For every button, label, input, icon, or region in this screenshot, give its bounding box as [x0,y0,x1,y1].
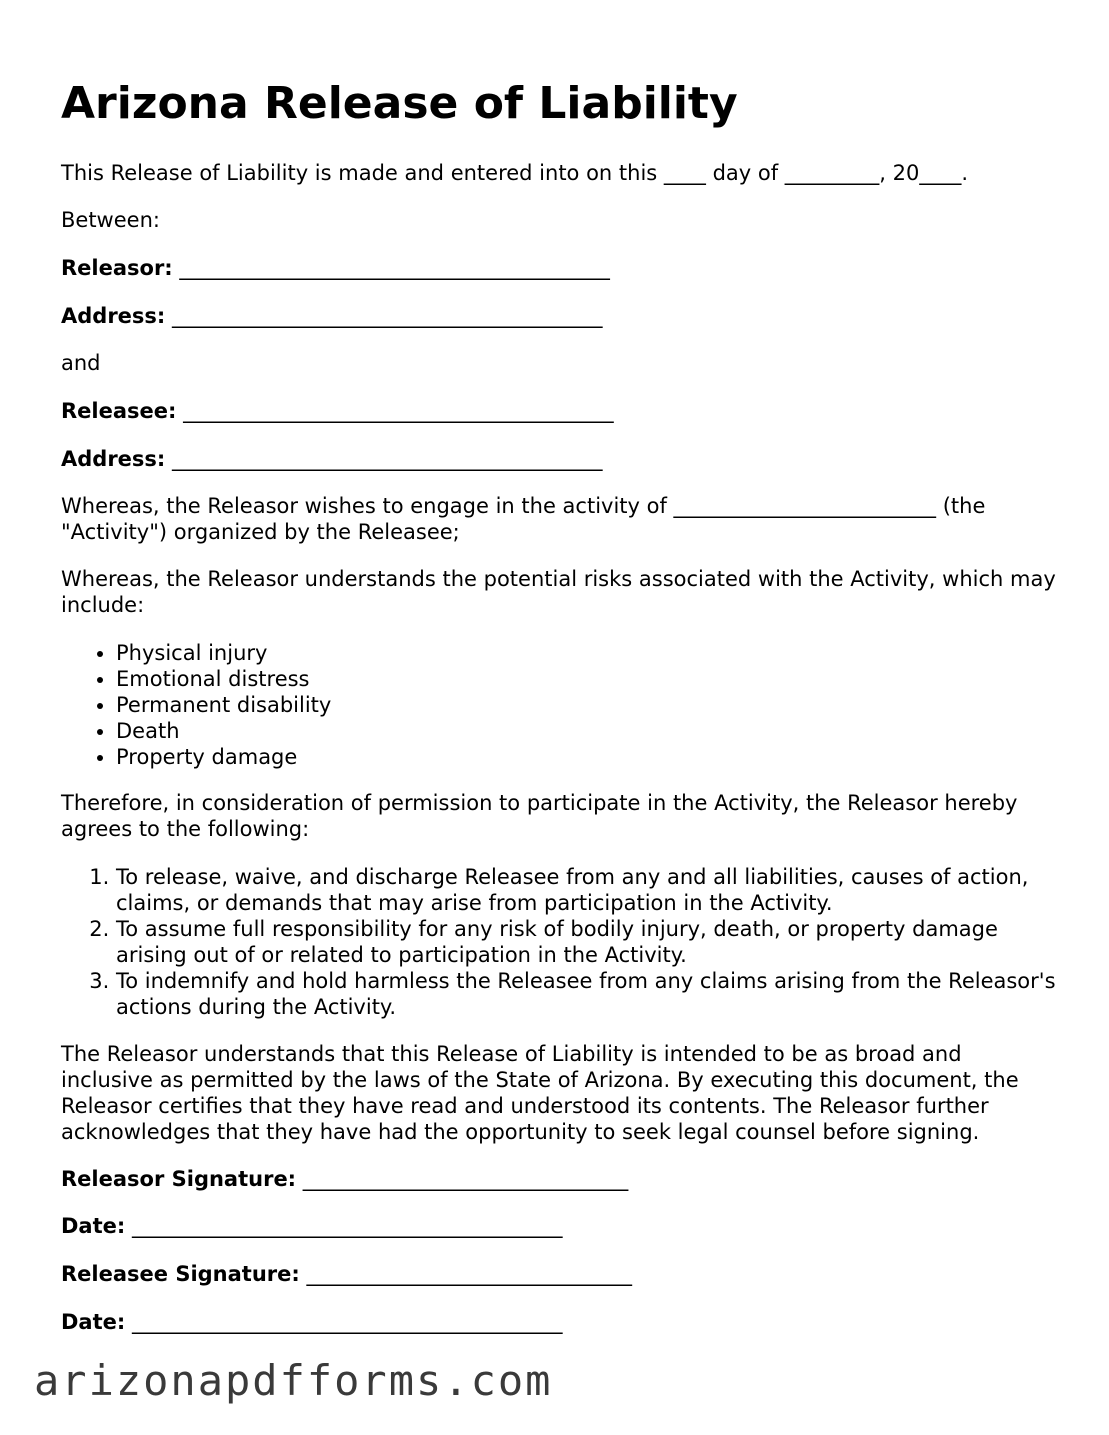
releasee-signature-blank[interactable]: _______________________________ [306,1262,632,1286]
risks-list [61,640,1056,770]
releasee-field [61,398,614,424]
releasor-signature-label: Releasor Signature: [61,1167,297,1191]
releasor-field [61,255,610,281]
and-label: and [61,351,101,375]
list-item: • Property damage [116,744,1056,770]
releasee-date-field [61,1309,562,1335]
releasor-date-blank[interactable]: _________________________________________ [131,1214,563,1238]
between-label: Between: [61,208,160,232]
releasor-address-field [61,303,603,329]
releasee-address-blank[interactable]: _________________________________________ [172,447,603,471]
releasee-date-label: Date: [61,1310,126,1334]
releasor-label: Releasor: [61,256,173,280]
releasee-blank[interactable]: _________________________________________ [183,399,614,423]
releasee-signature-field [61,1261,632,1287]
releasor-date-label: Date: [61,1214,126,1238]
list-item: 3. To indemnify and hold harmless the Releasee from any claims arising from the Releasor's actions during the Activity. [116,968,1056,1020]
agreements-list [61,864,1056,1020]
list-item: • Death [116,718,1056,744]
releasee-label: Releasee: [61,399,177,423]
list-item: • Permanent disability [116,692,1056,718]
releasor-signature-field [61,1166,628,1192]
list-item: 2. To assume full responsibility for any risk of bodily injury, death, or property damage arising out of or related to participation in the Activity. [116,916,1056,968]
list-item: • Physical injury [116,640,1056,666]
therefore-paragraph: Therefore, in consideration of permission to participate in the Activity, the Releasor hereby agrees to the following: [61,791,1018,841]
releasor-date-field [61,1213,562,1239]
releasor-blank[interactable]: _________________________________________ [179,256,610,280]
closing-paragraph: The Releasor understands that this Release of Liability is intended to be as broad and inclusive as permitted by the laws of the State of Arizona. By executing this document, the Releasor certifies that they have read and understood its contents. The Releasor further acknowledges that they have had the opportunity to seek legal counsel before signing. [61,1042,1019,1144]
releasor-signature-blank[interactable]: _______________________________ [302,1167,629,1191]
watermark-text: arizonapdfforms.com [34,1356,553,1405]
list-item: • Emotional distress [116,666,1056,692]
list-item: 1. To release, waive, and discharge Releasee from any and all liabilities, causes of action, claims, or demands that may arise from participation in the Activity. [116,864,1056,916]
releasee-address-label: Address: [61,447,166,471]
releasee-address-field [61,446,603,472]
releasor-address-blank[interactable]: _________________________________________ [172,304,603,328]
whereas-activity-paragraph: Whereas, the Releasor wishes to engage in the activity of _________________________ (the "Activity") organized by the Releasee; [61,494,986,544]
releasor-address-label: Address: [61,304,166,328]
releasee-signature-label: Releasee Signature: [61,1262,300,1286]
intro-line: This Release of Liability is made and entered into on this ____ day of _________, 20____. [61,161,969,185]
releasee-date-blank[interactable]: _________________________________________ [131,1310,563,1334]
whereas-risks-paragraph: Whereas, the Releasor understands the potential risks associated with the Activity, which may include: [61,567,1056,617]
document-title: Arizona Release of Liability [61,78,738,129]
